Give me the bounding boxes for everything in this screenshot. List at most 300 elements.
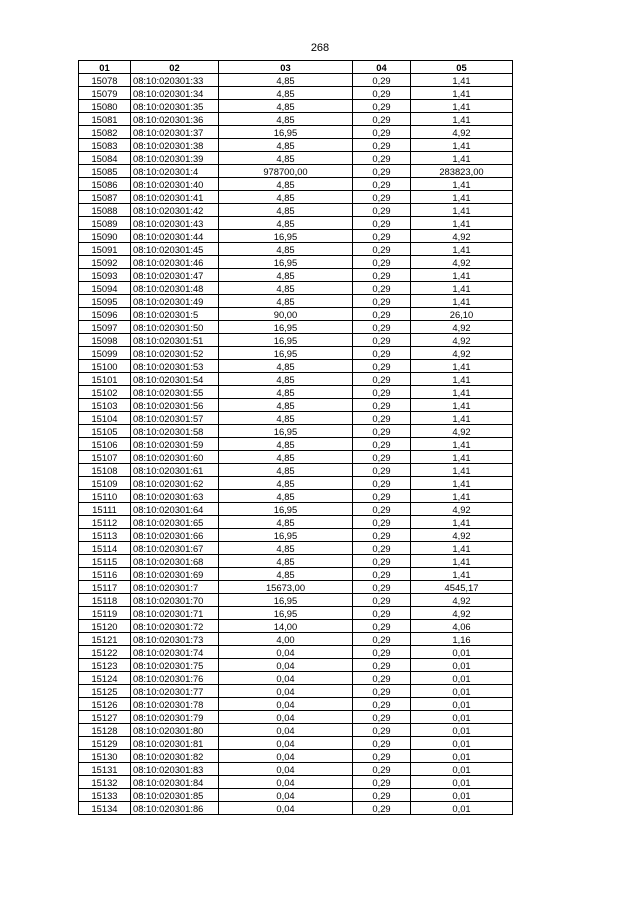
table-row bbox=[79, 750, 513, 763]
value-05-cell: 0,01 bbox=[411, 672, 513, 685]
cadastral-number-cell: 08:10:020301:44 bbox=[131, 230, 219, 243]
cadastral-number-cell: 08:10:020301:65 bbox=[131, 516, 219, 529]
cadastral-number-cell: 08:10:020301:64 bbox=[131, 503, 219, 516]
value-03-cell: 16,95 bbox=[219, 321, 353, 334]
row-number-cell: 15092 bbox=[79, 256, 131, 269]
row-number-cell: 15091 bbox=[79, 243, 131, 256]
value-05-cell: 0,01 bbox=[411, 724, 513, 737]
value-03-cell: 4,85 bbox=[219, 568, 353, 581]
cadastral-number-cell: 08:10:020301:61 bbox=[131, 464, 219, 477]
value-04-cell: 0,29 bbox=[353, 490, 411, 503]
value-04-cell: 0,29 bbox=[353, 633, 411, 646]
table-row bbox=[79, 542, 513, 555]
value-04-cell: 0,29 bbox=[353, 360, 411, 373]
table-row bbox=[79, 321, 513, 334]
value-04-cell: 0,29 bbox=[353, 100, 411, 113]
cadastral-number-cell: 08:10:020301:52 bbox=[131, 347, 219, 360]
row-number-cell: 15088 bbox=[79, 204, 131, 217]
row-number-cell: 15102 bbox=[79, 386, 131, 399]
row-number-cell: 15082 bbox=[79, 126, 131, 139]
value-05-cell: 4545,17 bbox=[411, 581, 513, 594]
value-03-cell: 4,85 bbox=[219, 490, 353, 503]
value-05-cell: 1,41 bbox=[411, 373, 513, 386]
value-05-cell: 1,41 bbox=[411, 100, 513, 113]
value-04-cell: 0,29 bbox=[353, 581, 411, 594]
row-number-cell: 15117 bbox=[79, 581, 131, 594]
table-row bbox=[79, 269, 513, 282]
table-row bbox=[79, 776, 513, 789]
cadastral-number-cell: 08:10:020301:80 bbox=[131, 724, 219, 737]
value-03-cell: 4,85 bbox=[219, 139, 353, 152]
table-row bbox=[79, 724, 513, 737]
value-03-cell: 16,95 bbox=[219, 503, 353, 516]
cadastral-number-cell: 08:10:020301:36 bbox=[131, 113, 219, 126]
table-row bbox=[79, 217, 513, 230]
table-row bbox=[79, 568, 513, 581]
value-03-cell: 0,04 bbox=[219, 776, 353, 789]
cadastral-number-cell: 08:10:020301:47 bbox=[131, 269, 219, 282]
value-03-cell: 978700,00 bbox=[219, 165, 353, 178]
row-number-cell: 15132 bbox=[79, 776, 131, 789]
value-05-cell: 1,41 bbox=[411, 204, 513, 217]
value-03-cell: 14,00 bbox=[219, 620, 353, 633]
cadastral-number-cell: 08:10:020301:75 bbox=[131, 659, 219, 672]
table-row bbox=[79, 581, 513, 594]
value-03-cell: 16,95 bbox=[219, 126, 353, 139]
data-table bbox=[78, 60, 513, 815]
value-05-cell: 1,41 bbox=[411, 295, 513, 308]
cadastral-number-cell: 08:10:020301:63 bbox=[131, 490, 219, 503]
cadastral-number-cell: 08:10:020301:57 bbox=[131, 412, 219, 425]
value-05-cell: 1,41 bbox=[411, 438, 513, 451]
row-number-cell: 15087 bbox=[79, 191, 131, 204]
value-05-cell: 4,92 bbox=[411, 334, 513, 347]
value-04-cell: 0,29 bbox=[353, 74, 411, 87]
row-number-cell: 15081 bbox=[79, 113, 131, 126]
cadastral-number-cell: 08:10:020301:5 bbox=[131, 308, 219, 321]
row-number-cell: 15114 bbox=[79, 542, 131, 555]
value-05-cell: 0,01 bbox=[411, 776, 513, 789]
value-04-cell: 0,29 bbox=[353, 139, 411, 152]
row-number-cell: 15086 bbox=[79, 178, 131, 191]
value-04-cell: 0,29 bbox=[353, 282, 411, 295]
row-number-cell: 15106 bbox=[79, 438, 131, 451]
table-row bbox=[79, 646, 513, 659]
value-05-cell: 1,41 bbox=[411, 74, 513, 87]
value-03-cell: 0,04 bbox=[219, 685, 353, 698]
value-03-cell: 4,85 bbox=[219, 542, 353, 555]
value-04-cell: 0,29 bbox=[353, 594, 411, 607]
value-03-cell: 4,85 bbox=[219, 100, 353, 113]
table-row bbox=[79, 516, 513, 529]
row-number-cell: 15131 bbox=[79, 763, 131, 776]
row-number-cell: 15107 bbox=[79, 451, 131, 464]
value-03-cell: 4,85 bbox=[219, 451, 353, 464]
value-05-cell: 0,01 bbox=[411, 685, 513, 698]
table-row bbox=[79, 204, 513, 217]
table-row bbox=[79, 139, 513, 152]
row-number-cell: 15079 bbox=[79, 87, 131, 100]
table-row bbox=[79, 672, 513, 685]
value-05-cell: 0,01 bbox=[411, 698, 513, 711]
value-04-cell: 0,29 bbox=[353, 412, 411, 425]
row-number-cell: 15099 bbox=[79, 347, 131, 360]
table-row bbox=[79, 802, 513, 815]
value-05-cell: 1,41 bbox=[411, 464, 513, 477]
cadastral-number-cell: 08:10:020301:78 bbox=[131, 698, 219, 711]
value-04-cell: 0,29 bbox=[353, 204, 411, 217]
value-04-cell: 0,29 bbox=[353, 334, 411, 347]
value-04-cell: 0,29 bbox=[353, 464, 411, 477]
value-03-cell: 4,85 bbox=[219, 386, 353, 399]
table-row bbox=[79, 126, 513, 139]
table-row bbox=[79, 555, 513, 568]
cadastral-number-cell: 08:10:020301:76 bbox=[131, 672, 219, 685]
row-number-cell: 15090 bbox=[79, 230, 131, 243]
row-number-cell: 15080 bbox=[79, 100, 131, 113]
value-05-cell: 4,92 bbox=[411, 529, 513, 542]
cadastral-number-cell: 08:10:020301:48 bbox=[131, 282, 219, 295]
value-04-cell: 0,29 bbox=[353, 516, 411, 529]
value-03-cell: 4,85 bbox=[219, 295, 353, 308]
value-03-cell: 0,04 bbox=[219, 750, 353, 763]
value-04-cell: 0,29 bbox=[353, 672, 411, 685]
table-row bbox=[79, 503, 513, 516]
value-03-cell: 0,04 bbox=[219, 737, 353, 750]
cadastral-number-cell: 08:10:020301:42 bbox=[131, 204, 219, 217]
row-number-cell: 15128 bbox=[79, 724, 131, 737]
row-number-cell: 15094 bbox=[79, 282, 131, 295]
value-04-cell: 0,29 bbox=[353, 698, 411, 711]
table-row bbox=[79, 295, 513, 308]
row-number-cell: 15078 bbox=[79, 74, 131, 87]
value-04-cell: 0,29 bbox=[353, 789, 411, 802]
value-05-cell: 1,41 bbox=[411, 243, 513, 256]
cadastral-number-cell: 08:10:020301:67 bbox=[131, 542, 219, 555]
row-number-cell: 15103 bbox=[79, 399, 131, 412]
row-number-cell: 15122 bbox=[79, 646, 131, 659]
value-05-cell: 1,41 bbox=[411, 412, 513, 425]
table-row bbox=[79, 451, 513, 464]
row-number-cell: 15134 bbox=[79, 802, 131, 815]
column-header-04: 04 bbox=[353, 61, 411, 74]
value-03-cell: 4,85 bbox=[219, 191, 353, 204]
value-03-cell: 15673,00 bbox=[219, 581, 353, 594]
cadastral-number-cell: 08:10:020301:34 bbox=[131, 87, 219, 100]
cadastral-number-cell: 08:10:020301:86 bbox=[131, 802, 219, 815]
table-row bbox=[79, 113, 513, 126]
row-number-cell: 15105 bbox=[79, 425, 131, 438]
value-03-cell: 0,04 bbox=[219, 711, 353, 724]
header-row bbox=[79, 61, 513, 74]
cadastral-number-cell: 08:10:020301:85 bbox=[131, 789, 219, 802]
value-05-cell: 0,01 bbox=[411, 659, 513, 672]
value-03-cell: 0,04 bbox=[219, 659, 353, 672]
value-05-cell: 0,01 bbox=[411, 646, 513, 659]
value-05-cell: 1,41 bbox=[411, 191, 513, 204]
value-03-cell: 16,95 bbox=[219, 529, 353, 542]
cadastral-number-cell: 08:10:020301:51 bbox=[131, 334, 219, 347]
value-03-cell: 4,85 bbox=[219, 178, 353, 191]
value-04-cell: 0,29 bbox=[353, 230, 411, 243]
cadastral-number-cell: 08:10:020301:70 bbox=[131, 594, 219, 607]
value-04-cell: 0,29 bbox=[353, 529, 411, 542]
cadastral-number-cell: 08:10:020301:46 bbox=[131, 256, 219, 269]
value-04-cell: 0,29 bbox=[353, 256, 411, 269]
value-04-cell: 0,29 bbox=[353, 87, 411, 100]
value-05-cell: 0,01 bbox=[411, 802, 513, 815]
table-row bbox=[79, 360, 513, 373]
value-04-cell: 0,29 bbox=[353, 620, 411, 633]
value-03-cell: 0,04 bbox=[219, 646, 353, 659]
value-04-cell: 0,29 bbox=[353, 269, 411, 282]
row-number-cell: 15108 bbox=[79, 464, 131, 477]
cadastral-number-cell: 08:10:020301:60 bbox=[131, 451, 219, 464]
value-04-cell: 0,29 bbox=[353, 568, 411, 581]
cadastral-number-cell: 08:10:020301:83 bbox=[131, 763, 219, 776]
value-04-cell: 0,29 bbox=[353, 178, 411, 191]
value-04-cell: 0,29 bbox=[353, 217, 411, 230]
row-number-cell: 15100 bbox=[79, 360, 131, 373]
value-04-cell: 0,29 bbox=[353, 321, 411, 334]
row-number-cell: 15123 bbox=[79, 659, 131, 672]
value-04-cell: 0,29 bbox=[353, 191, 411, 204]
table-row bbox=[79, 152, 513, 165]
value-03-cell: 0,04 bbox=[219, 763, 353, 776]
cadastral-number-cell: 08:10:020301:45 bbox=[131, 243, 219, 256]
row-number-cell: 15124 bbox=[79, 672, 131, 685]
value-03-cell: 4,85 bbox=[219, 217, 353, 230]
value-03-cell: 4,85 bbox=[219, 152, 353, 165]
value-05-cell: 283823,00 bbox=[411, 165, 513, 178]
table-row bbox=[79, 165, 513, 178]
table-row bbox=[79, 74, 513, 87]
table-row bbox=[79, 737, 513, 750]
table-row bbox=[79, 477, 513, 490]
value-05-cell: 1,16 bbox=[411, 633, 513, 646]
value-04-cell: 0,29 bbox=[353, 542, 411, 555]
row-number-cell: 15097 bbox=[79, 321, 131, 334]
row-number-cell: 15125 bbox=[79, 685, 131, 698]
cadastral-number-cell: 08:10:020301:59 bbox=[131, 438, 219, 451]
column-header-02: 02 bbox=[131, 61, 219, 74]
value-05-cell: 1,41 bbox=[411, 477, 513, 490]
table-body bbox=[79, 74, 513, 815]
table-header bbox=[79, 61, 513, 74]
table-row bbox=[79, 607, 513, 620]
row-number-cell: 15133 bbox=[79, 789, 131, 802]
value-05-cell: 1,41 bbox=[411, 386, 513, 399]
value-03-cell: 4,85 bbox=[219, 269, 353, 282]
value-03-cell: 16,95 bbox=[219, 256, 353, 269]
value-03-cell: 4,85 bbox=[219, 399, 353, 412]
column-header-05: 05 bbox=[411, 61, 513, 74]
value-05-cell: 1,41 bbox=[411, 87, 513, 100]
table-row bbox=[79, 620, 513, 633]
table-row bbox=[79, 763, 513, 776]
cadastral-number-cell: 08:10:020301:82 bbox=[131, 750, 219, 763]
value-04-cell: 0,29 bbox=[353, 425, 411, 438]
row-number-cell: 15130 bbox=[79, 750, 131, 763]
cadastral-number-cell: 08:10:020301:81 bbox=[131, 737, 219, 750]
table-row bbox=[79, 334, 513, 347]
row-number-cell: 15084 bbox=[79, 152, 131, 165]
value-05-cell: 1,41 bbox=[411, 217, 513, 230]
value-03-cell: 4,00 bbox=[219, 633, 353, 646]
table-row bbox=[79, 789, 513, 802]
table-row bbox=[79, 282, 513, 295]
value-05-cell: 0,01 bbox=[411, 763, 513, 776]
cadastral-number-cell: 08:10:020301:73 bbox=[131, 633, 219, 646]
cadastral-number-cell: 08:10:020301:68 bbox=[131, 555, 219, 568]
value-05-cell: 4,92 bbox=[411, 230, 513, 243]
value-04-cell: 0,29 bbox=[353, 126, 411, 139]
value-04-cell: 0,29 bbox=[353, 347, 411, 360]
value-05-cell: 4,92 bbox=[411, 126, 513, 139]
table-row bbox=[79, 178, 513, 191]
row-number-cell: 15112 bbox=[79, 516, 131, 529]
value-04-cell: 0,29 bbox=[353, 113, 411, 126]
row-number-cell: 15126 bbox=[79, 698, 131, 711]
value-03-cell: 4,85 bbox=[219, 477, 353, 490]
column-header-03: 03 bbox=[219, 61, 353, 74]
value-03-cell: 16,95 bbox=[219, 607, 353, 620]
value-04-cell: 0,29 bbox=[353, 152, 411, 165]
row-number-cell: 15115 bbox=[79, 555, 131, 568]
value-05-cell: 4,92 bbox=[411, 321, 513, 334]
value-05-cell: 0,01 bbox=[411, 737, 513, 750]
value-05-cell: 1,41 bbox=[411, 269, 513, 282]
value-03-cell: 16,95 bbox=[219, 425, 353, 438]
row-number-cell: 15127 bbox=[79, 711, 131, 724]
row-number-cell: 15121 bbox=[79, 633, 131, 646]
value-04-cell: 0,29 bbox=[353, 724, 411, 737]
row-number-cell: 15119 bbox=[79, 607, 131, 620]
value-04-cell: 0,29 bbox=[353, 711, 411, 724]
cadastral-number-cell: 08:10:020301:69 bbox=[131, 568, 219, 581]
cadastral-number-cell: 08:10:020301:7 bbox=[131, 581, 219, 594]
table-row bbox=[79, 659, 513, 672]
value-03-cell: 4,85 bbox=[219, 360, 353, 373]
cadastral-number-cell: 08:10:020301:66 bbox=[131, 529, 219, 542]
value-04-cell: 0,29 bbox=[353, 503, 411, 516]
value-04-cell: 0,29 bbox=[353, 308, 411, 321]
value-05-cell: 4,92 bbox=[411, 503, 513, 516]
value-05-cell: 4,92 bbox=[411, 607, 513, 620]
value-04-cell: 0,29 bbox=[353, 451, 411, 464]
value-04-cell: 0,29 bbox=[353, 659, 411, 672]
cadastral-number-cell: 08:10:020301:72 bbox=[131, 620, 219, 633]
row-number-cell: 15113 bbox=[79, 529, 131, 542]
page-number: 268 bbox=[310, 42, 330, 54]
value-03-cell: 4,85 bbox=[219, 516, 353, 529]
column-header-01: 01 bbox=[79, 61, 131, 74]
cadastral-number-cell: 08:10:020301:56 bbox=[131, 399, 219, 412]
row-number-cell: 15129 bbox=[79, 737, 131, 750]
value-05-cell: 4,92 bbox=[411, 256, 513, 269]
table-row bbox=[79, 490, 513, 503]
value-03-cell: 4,85 bbox=[219, 113, 353, 126]
value-03-cell: 90,00 bbox=[219, 308, 353, 321]
cadastral-number-cell: 08:10:020301:62 bbox=[131, 477, 219, 490]
row-number-cell: 15096 bbox=[79, 308, 131, 321]
value-05-cell: 1,41 bbox=[411, 542, 513, 555]
value-03-cell: 0,04 bbox=[219, 672, 353, 685]
cadastral-number-cell: 08:10:020301:74 bbox=[131, 646, 219, 659]
value-03-cell: 16,95 bbox=[219, 334, 353, 347]
value-05-cell: 1,41 bbox=[411, 399, 513, 412]
value-05-cell: 1,41 bbox=[411, 490, 513, 503]
cadastral-number-cell: 08:10:020301:43 bbox=[131, 217, 219, 230]
row-number-cell: 15098 bbox=[79, 334, 131, 347]
table-row bbox=[79, 100, 513, 113]
value-05-cell: 1,41 bbox=[411, 152, 513, 165]
cadastral-number-cell: 08:10:020301:37 bbox=[131, 126, 219, 139]
value-05-cell: 0,01 bbox=[411, 789, 513, 802]
cadastral-number-cell: 08:10:020301:53 bbox=[131, 360, 219, 373]
value-03-cell: 4,85 bbox=[219, 555, 353, 568]
table-row bbox=[79, 438, 513, 451]
table-row bbox=[79, 412, 513, 425]
value-05-cell: 1,41 bbox=[411, 282, 513, 295]
value-04-cell: 0,29 bbox=[353, 386, 411, 399]
row-number-cell: 15110 bbox=[79, 490, 131, 503]
value-04-cell: 0,29 bbox=[353, 243, 411, 256]
value-04-cell: 0,29 bbox=[353, 646, 411, 659]
row-number-cell: 15118 bbox=[79, 594, 131, 607]
value-04-cell: 0,29 bbox=[353, 776, 411, 789]
cadastral-number-cell: 08:10:020301:77 bbox=[131, 685, 219, 698]
table-row bbox=[79, 373, 513, 386]
value-04-cell: 0,29 bbox=[353, 373, 411, 386]
row-number-cell: 15109 bbox=[79, 477, 131, 490]
value-04-cell: 0,29 bbox=[353, 399, 411, 412]
value-04-cell: 0,29 bbox=[353, 477, 411, 490]
value-05-cell: 1,41 bbox=[411, 139, 513, 152]
cadastral-number-cell: 08:10:020301:55 bbox=[131, 386, 219, 399]
value-03-cell: 16,95 bbox=[219, 594, 353, 607]
row-number-cell: 15093 bbox=[79, 269, 131, 282]
table-row bbox=[79, 464, 513, 477]
value-05-cell: 4,92 bbox=[411, 425, 513, 438]
row-number-cell: 15116 bbox=[79, 568, 131, 581]
cadastral-number-cell: 08:10:020301:71 bbox=[131, 607, 219, 620]
value-03-cell: 4,85 bbox=[219, 74, 353, 87]
row-number-cell: 15120 bbox=[79, 620, 131, 633]
value-03-cell: 4,85 bbox=[219, 204, 353, 217]
cadastral-number-cell: 08:10:020301:84 bbox=[131, 776, 219, 789]
value-04-cell: 0,29 bbox=[353, 165, 411, 178]
row-number-cell: 15085 bbox=[79, 165, 131, 178]
value-05-cell: 1,41 bbox=[411, 451, 513, 464]
value-03-cell: 4,85 bbox=[219, 438, 353, 451]
table-row bbox=[79, 230, 513, 243]
value-05-cell: 1,41 bbox=[411, 568, 513, 581]
cadastral-number-cell: 08:10:020301:50 bbox=[131, 321, 219, 334]
value-04-cell: 0,29 bbox=[353, 750, 411, 763]
value-03-cell: 0,04 bbox=[219, 698, 353, 711]
value-04-cell: 0,29 bbox=[353, 607, 411, 620]
value-03-cell: 4,85 bbox=[219, 243, 353, 256]
value-05-cell: 0,01 bbox=[411, 750, 513, 763]
table-row bbox=[79, 425, 513, 438]
table-row bbox=[79, 191, 513, 204]
cadastral-number-cell: 08:10:020301:40 bbox=[131, 178, 219, 191]
row-number-cell: 15089 bbox=[79, 217, 131, 230]
value-04-cell: 0,29 bbox=[353, 802, 411, 815]
table-row bbox=[79, 685, 513, 698]
value-03-cell: 16,95 bbox=[219, 347, 353, 360]
